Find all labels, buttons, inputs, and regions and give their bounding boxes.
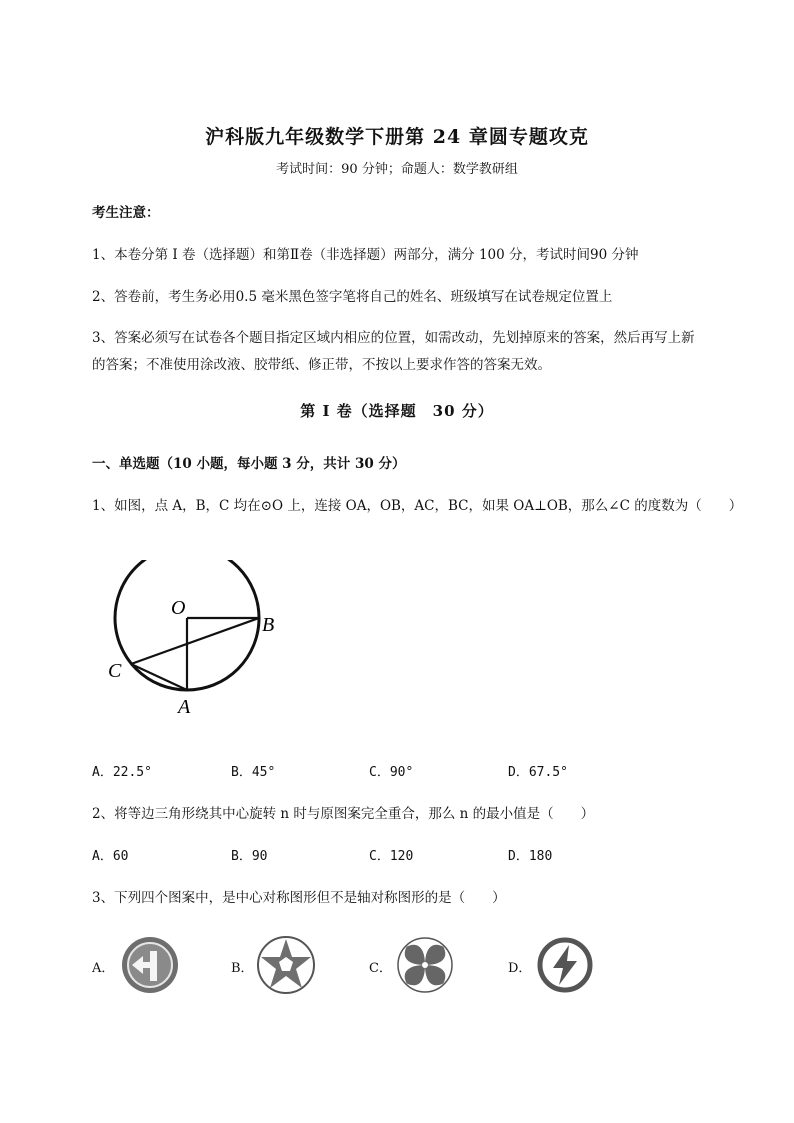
- notice-item-1: 1、本卷分第 I 卷（选择题）和第Ⅱ卷（非选择题）两部分，满分 100 分，考试时间90 分钟: [92, 247, 639, 263]
- q3-pattern-c-petal-icon[interactable]: [395, 935, 455, 995]
- question-1-stem: 1、如图，点 A，B，C 均在⊙O 上，连接 OA，OB，AC，BC，如果 OA⊥OB，那么∠C 的度数为（ ）: [92, 498, 743, 514]
- q2-option-d[interactable]: D．180: [508, 849, 553, 864]
- question-1-figure: [100, 560, 300, 720]
- q3-pattern-d-lightning-icon[interactable]: [535, 935, 595, 995]
- label-c: C: [108, 660, 122, 682]
- q3-pattern-a-arrow-icon[interactable]: [120, 935, 180, 995]
- q3-option-c[interactable]: C．: [369, 961, 392, 976]
- page-title: 沪科版九年级数学下册第 24 章圆专题攻克: [205, 126, 589, 148]
- notice-item-3: 3、答案必须写在试卷各个题目指定区域内相应的位置，如需改动，先划掉原来的答案，然后再写上新: [92, 330, 695, 346]
- q2-option-c[interactable]: C．120: [369, 849, 414, 864]
- notice-item-2: 2、答卷前，考生务必用0.5 毫米黑色签字笔将自己的姓名、班级填写在试卷规定位置上: [92, 289, 613, 305]
- notice-heading: 考生注意：: [92, 205, 160, 221]
- segment-ca: [131, 664, 187, 690]
- q3-option-a[interactable]: A．: [92, 961, 115, 976]
- q3-pattern-b-star-icon[interactable]: [256, 935, 316, 995]
- label-a: A: [178, 696, 191, 718]
- label-o: O: [171, 597, 186, 619]
- exam-info: 考试时间：90 分钟；命题人：数学教研组: [276, 162, 518, 177]
- question-3-stem: 3、下列四个图案中，是中心对称图形但不是轴对称图形的是（ ）: [92, 890, 506, 906]
- segment-cb: [131, 618, 259, 664]
- q2-option-a[interactable]: A．60: [92, 849, 129, 864]
- q1-option-c[interactable]: C．90°: [369, 765, 414, 780]
- q3-option-b[interactable]: B．: [231, 961, 254, 976]
- section-title: 第 I 卷（选择题 30 分）: [300, 402, 494, 420]
- question-2-stem: 2、将等边三角形绕其中心旋转 n 时与原图案完全重合，那么 n 的最小值是（ ）: [92, 806, 595, 822]
- label-b: B: [262, 614, 275, 636]
- part-title: 一、单选题（10 小题，每小题 3 分，共计 30 分）: [92, 456, 406, 472]
- q1-option-a[interactable]: A．22.5°: [92, 765, 152, 780]
- notice-item-3-cont: 的答案；不准使用涂改液、胶带纸、修正带，不按以上要求作答的答案无效。: [92, 357, 551, 373]
- q1-option-b[interactable]: B．45°: [231, 765, 276, 780]
- q3-option-d[interactable]: D．: [508, 961, 532, 976]
- q1-option-d[interactable]: D．67.5°: [508, 765, 568, 780]
- q2-option-b[interactable]: B．90: [231, 849, 268, 864]
